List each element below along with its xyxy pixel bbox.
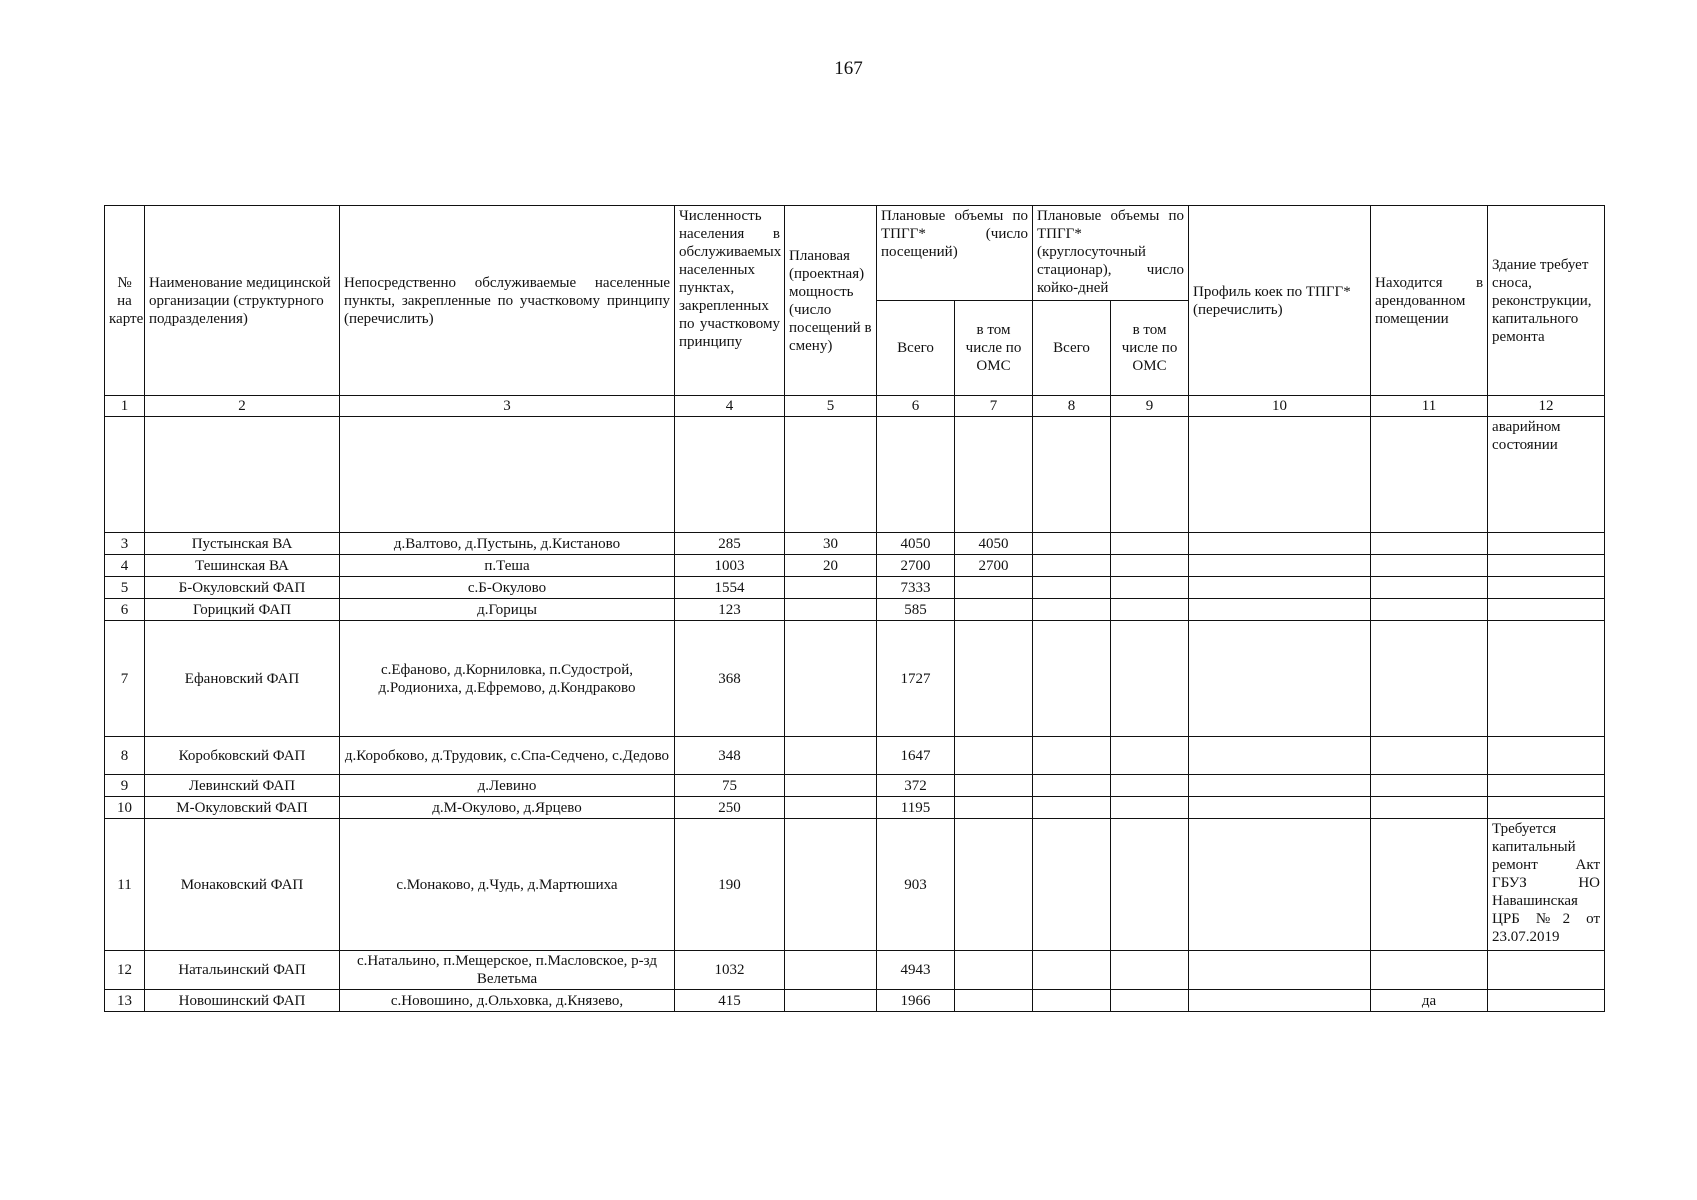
beddays-oms-cell: [1111, 621, 1189, 737]
row-number-cell: 5: [105, 577, 145, 599]
building-condition-cell: [1488, 990, 1605, 1012]
beddays-total-cell: [1033, 599, 1111, 621]
bed-profile-cell: [1189, 555, 1371, 577]
visits-oms-cell: 4050: [955, 533, 1033, 555]
facility-name-cell: Новошинский ФАП: [145, 990, 340, 1012]
beddays-oms-cell: [1111, 533, 1189, 555]
beddays-total-cell: [1033, 737, 1111, 775]
facilities-table: [104, 205, 1605, 1012]
visits-total-cell: 1647: [877, 737, 955, 775]
row-number-cell: 12: [105, 951, 145, 990]
rented-cell: [1371, 775, 1488, 797]
visits-total-cell: 1966: [877, 990, 955, 1012]
building-condition-cell: [1488, 737, 1605, 775]
visits-oms-cell: [955, 577, 1033, 599]
capacity-cell: [785, 951, 877, 990]
beddays-oms-cell: [1111, 797, 1189, 819]
table-row: [105, 737, 1605, 775]
rented-cell: [1371, 737, 1488, 775]
column-number: 1: [105, 396, 145, 417]
row-number-cell: 8: [105, 737, 145, 775]
population-cell: 1003: [675, 555, 785, 577]
building-condition-cell: [1488, 775, 1605, 797]
beddays-oms-cell: [1111, 990, 1189, 1012]
header-visits-group: Плановые объемы по ТПГГ* (число посещений): [877, 206, 1033, 301]
column-numbers-row: [105, 396, 1605, 417]
column-number: 11: [1371, 396, 1488, 417]
beddays-oms-cell: [1111, 951, 1189, 990]
visits-oms-cell: [955, 819, 1033, 951]
facility-name-cell: Горицкий ФАП: [145, 599, 340, 621]
settlements-cell: с.Монаково, д.Чудь, д.Мартюшиха: [340, 819, 675, 951]
visits-oms-cell: 2700: [955, 555, 1033, 577]
capacity-cell: 30: [785, 533, 877, 555]
header-beddays-oms: в том числе по ОМС: [1111, 301, 1189, 396]
row-number-cell: 6: [105, 599, 145, 621]
column-number: 3: [340, 396, 675, 417]
beddays-oms-cell: [1111, 737, 1189, 775]
visits-oms-cell: [955, 951, 1033, 990]
population-cell: 123: [675, 599, 785, 621]
bed-profile-cell: [1189, 533, 1371, 555]
capacity-cell: 20: [785, 555, 877, 577]
beddays-total-cell: [1033, 797, 1111, 819]
bed-profile-cell: [1189, 990, 1371, 1012]
rented-cell: [1371, 555, 1488, 577]
visits-total-cell: 4943: [877, 951, 955, 990]
table-row: [105, 599, 1605, 621]
settlements-cell: д.Коробково, д.Трудовик, с.Спа-Седчено, с.Дедово: [340, 737, 675, 775]
capacity-cell: [785, 775, 877, 797]
table-row: [105, 577, 1605, 599]
population-cell: 190: [675, 819, 785, 951]
visits-oms-cell: [955, 775, 1033, 797]
bed-profile-cell: [1189, 819, 1371, 951]
beddays-oms-cell: [1111, 775, 1189, 797]
header-settlements: Непосредственно обслуживаемые населенные пункты, закрепленные по участковому принципу (перечислить): [340, 206, 675, 396]
row-number-cell: 3: [105, 533, 145, 555]
rented-cell: [1371, 577, 1488, 599]
capacity-cell: [785, 737, 877, 775]
rented-cell: [1371, 819, 1488, 951]
capacity-cell: [785, 577, 877, 599]
beddays-total-cell: [1033, 533, 1111, 555]
rented-cell: да: [1371, 990, 1488, 1012]
page-number: 167: [834, 58, 863, 79]
capacity-cell: [785, 797, 877, 819]
rented-cell: [1371, 797, 1488, 819]
visits-total-cell: 372: [877, 775, 955, 797]
column-number: 4: [675, 396, 785, 417]
table-row: [105, 797, 1605, 819]
header-map-number: № на карте: [105, 206, 145, 396]
bed-profile-cell: [1189, 599, 1371, 621]
facility-name-cell: Ефановский ФАП: [145, 621, 340, 737]
column-number: 5: [785, 396, 877, 417]
column-number: 2: [145, 396, 340, 417]
header-rented: Находится в арендованном помещении: [1371, 206, 1488, 396]
visits-total-cell: 7333: [877, 577, 955, 599]
row-number-cell: 10: [105, 797, 145, 819]
beddays-total-cell: [1033, 577, 1111, 599]
header-visits-oms: в том числе по ОМС: [955, 301, 1033, 396]
column-number: 9: [1111, 396, 1189, 417]
visits-oms-cell: [955, 990, 1033, 1012]
population-cell: 1032: [675, 951, 785, 990]
beddays-total-cell: [1033, 819, 1111, 951]
facility-name-cell: Коробковский ФАП: [145, 737, 340, 775]
bed-profile-cell: [1189, 775, 1371, 797]
population-cell: 1554: [675, 577, 785, 599]
settlements-cell: д.М-Окулово, д.Ярцево: [340, 797, 675, 819]
capacity-cell: [785, 621, 877, 737]
continuation-row: [105, 417, 1605, 533]
row-number-cell: 7: [105, 621, 145, 737]
row-number-cell: 13: [105, 990, 145, 1012]
table-row: [105, 555, 1605, 577]
building-condition-cell: [1488, 555, 1605, 577]
table-row: [105, 775, 1605, 797]
settlements-cell: п.Теша: [340, 555, 675, 577]
column-number: 12: [1488, 396, 1605, 417]
building-condition-continued: аварийном состоянии: [1488, 417, 1605, 533]
column-number: 7: [955, 396, 1033, 417]
rented-cell: [1371, 621, 1488, 737]
bed-profile-cell: [1189, 951, 1371, 990]
facility-name-cell: Левинский ФАП: [145, 775, 340, 797]
column-number: 6: [877, 396, 955, 417]
visits-total-cell: 903: [877, 819, 955, 951]
building-condition-cell: Требуется капитальный ремонт Акт ГБУЗ НО Навашинская ЦРБ №2 от 23.07.2019: [1488, 819, 1605, 951]
beddays-total-cell: [1033, 621, 1111, 737]
beddays-total-cell: [1033, 990, 1111, 1012]
visits-oms-cell: [955, 797, 1033, 819]
population-cell: 348: [675, 737, 785, 775]
settlements-cell: д.Левино: [340, 775, 675, 797]
header-organization: Наименование медицинской организации (структурного подразделения): [145, 206, 340, 396]
settlements-cell: с.Ефаново, д.Корниловка, п.Судострой, д.Родиониха, д.Ефремово, д.Кондраково: [340, 621, 675, 737]
rented-cell: [1371, 951, 1488, 990]
row-number-cell: 4: [105, 555, 145, 577]
table-row: [105, 819, 1605, 951]
table-row: [105, 621, 1605, 737]
capacity-cell: [785, 819, 877, 951]
settlements-cell: д.Валтово, д.Пустынь, д.Кистаново: [340, 533, 675, 555]
capacity-cell: [785, 599, 877, 621]
visits-total-cell: 2700: [877, 555, 955, 577]
table-body: [105, 396, 1605, 1012]
row-number-cell: 11: [105, 819, 145, 951]
population-cell: 368: [675, 621, 785, 737]
settlements-cell: с.Натальино, п.Мещерское, п.Масловское, р-зд Велетьма: [340, 951, 675, 990]
header-population: Численность населения в обслуживаемых населенных пунктах, закрепленных по участковому принципу: [675, 206, 785, 396]
building-condition-cell: [1488, 951, 1605, 990]
population-cell: 415: [675, 990, 785, 1012]
population-cell: 75: [675, 775, 785, 797]
facility-name-cell: Монаковский ФАП: [145, 819, 340, 951]
facility-name-cell: Натальинский ФАП: [145, 951, 340, 990]
table-row: [105, 951, 1605, 990]
visits-total-cell: 585: [877, 599, 955, 621]
visits-oms-cell: [955, 621, 1033, 737]
beddays-oms-cell: [1111, 599, 1189, 621]
column-number: 8: [1033, 396, 1111, 417]
header-row-1: [105, 206, 1605, 301]
column-number: 10: [1189, 396, 1371, 417]
visits-total-cell: 1727: [877, 621, 955, 737]
header-beddays-total: Всего: [1033, 301, 1111, 396]
bed-profile-cell: [1189, 797, 1371, 819]
visits-total-cell: 4050: [877, 533, 955, 555]
visits-oms-cell: [955, 737, 1033, 775]
header-visits-total: Всего: [877, 301, 955, 396]
row-number-cell: 9: [105, 775, 145, 797]
bed-profile-cell: [1189, 737, 1371, 775]
beddays-total-cell: [1033, 775, 1111, 797]
facility-name-cell: Б-Окуловский ФАП: [145, 577, 340, 599]
visits-total-cell: 1195: [877, 797, 955, 819]
building-condition-cell: [1488, 599, 1605, 621]
building-condition-cell: [1488, 797, 1605, 819]
bed-profile-cell: [1189, 577, 1371, 599]
bed-profile-cell: [1189, 621, 1371, 737]
settlements-cell: с.Новошино, д.Ольховка, д.Князево,: [340, 990, 675, 1012]
beddays-oms-cell: [1111, 819, 1189, 951]
rented-cell: [1371, 533, 1488, 555]
header-building-condition: Здание требует сноса, реконструкции, капитального ремонта: [1488, 206, 1605, 396]
beddays-oms-cell: [1111, 577, 1189, 599]
population-cell: 285: [675, 533, 785, 555]
building-condition-cell: [1488, 577, 1605, 599]
population-cell: 250: [675, 797, 785, 819]
building-condition-cell: [1488, 621, 1605, 737]
table-row: [105, 533, 1605, 555]
building-condition-cell: [1488, 533, 1605, 555]
header-capacity: Плановая (проектная) мощность (число посещений в смену): [785, 206, 877, 396]
facility-name-cell: Тешинская ВА: [145, 555, 340, 577]
beddays-oms-cell: [1111, 555, 1189, 577]
table-row: [105, 990, 1605, 1012]
facility-name-cell: М-Окуловский ФАП: [145, 797, 340, 819]
beddays-total-cell: [1033, 555, 1111, 577]
facility-name-cell: Пустынская ВА: [145, 533, 340, 555]
capacity-cell: [785, 990, 877, 1012]
settlements-cell: д.Горицы: [340, 599, 675, 621]
header-beddays-group: Плановые объемы по ТПГГ* (круглосуточный стационар), число койко-дней: [1033, 206, 1189, 301]
beddays-total-cell: [1033, 951, 1111, 990]
header-bed-profile: Профиль коек по ТПГГ* (перечислить): [1189, 206, 1371, 396]
rented-cell: [1371, 599, 1488, 621]
settlements-cell: с.Б-Окулово: [340, 577, 675, 599]
visits-oms-cell: [955, 599, 1033, 621]
